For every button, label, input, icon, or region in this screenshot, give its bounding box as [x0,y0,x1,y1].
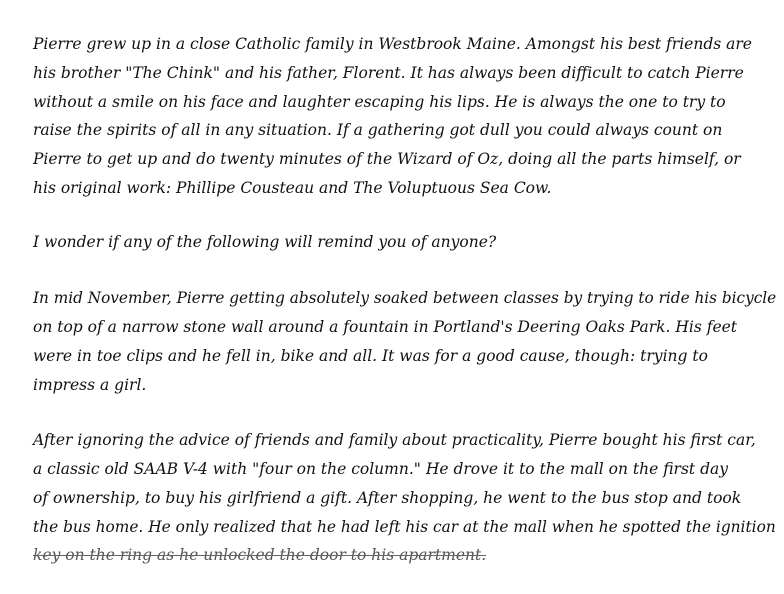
paragraph-1-line-3: without a smile on his face and laughter escaping his lips. He is always the one to try to [33,93,726,111]
paragraph-4-line-1: After ignoring the advice of friends and family about practicality, Pierre bought his first car, [33,431,756,449]
paragraph-1-line-5: Pierre to get up and do twenty minutes of the Wizard of Oz, doing all the parts himself, or [33,150,741,168]
paragraph-1-line-1: Pierre grew up in a close Catholic family in Westbrook Maine. Amongst his best friends are [33,35,752,53]
paragraph-3-line-3: were in toe clips and he fell in, bike and all. It was for a good cause, though: trying to [33,347,708,365]
paragraph-1-line-6: his original work: Phillipe Cousteau and The Voluptuous Sea Cow. [33,179,552,197]
paragraph-3-line-4: impress a girl. [33,376,147,394]
paragraph-4-line-5: key on the ring as he unlocked the door to his apartment. [33,546,487,564]
paragraph-3-line-1: In mid November, Pierre getting absolutely soaked between classes by trying to ride his bicycle [33,289,777,307]
paragraph-2-line-1: I wonder if any of the following will remind you of anyone? [33,233,497,251]
paragraph-3-line-2: on top of a narrow stone wall around a fountain in Portland's Deering Oaks Park. His feet [33,318,738,336]
paragraph-1-line-4: raise the spirits of all in any situation. If a gathering got dull you could always count on [33,121,723,139]
paragraph-4-line-2: a classic old SAAB V-4 with "four on the column." He drove it to the mall on the first day [33,460,728,478]
paragraph-1-line-2: his brother "The Chink" and his father, Florent. It has always been difficult to catch Pierre [33,64,744,82]
paragraph-4-line-3: of ownership, to buy his girlfriend a gift. After shopping, he went to the bus stop and took [33,489,742,507]
paragraph-4-line-4: the bus home. He only realized that he had left his car at the mall when he spotted the ignition [33,518,776,536]
